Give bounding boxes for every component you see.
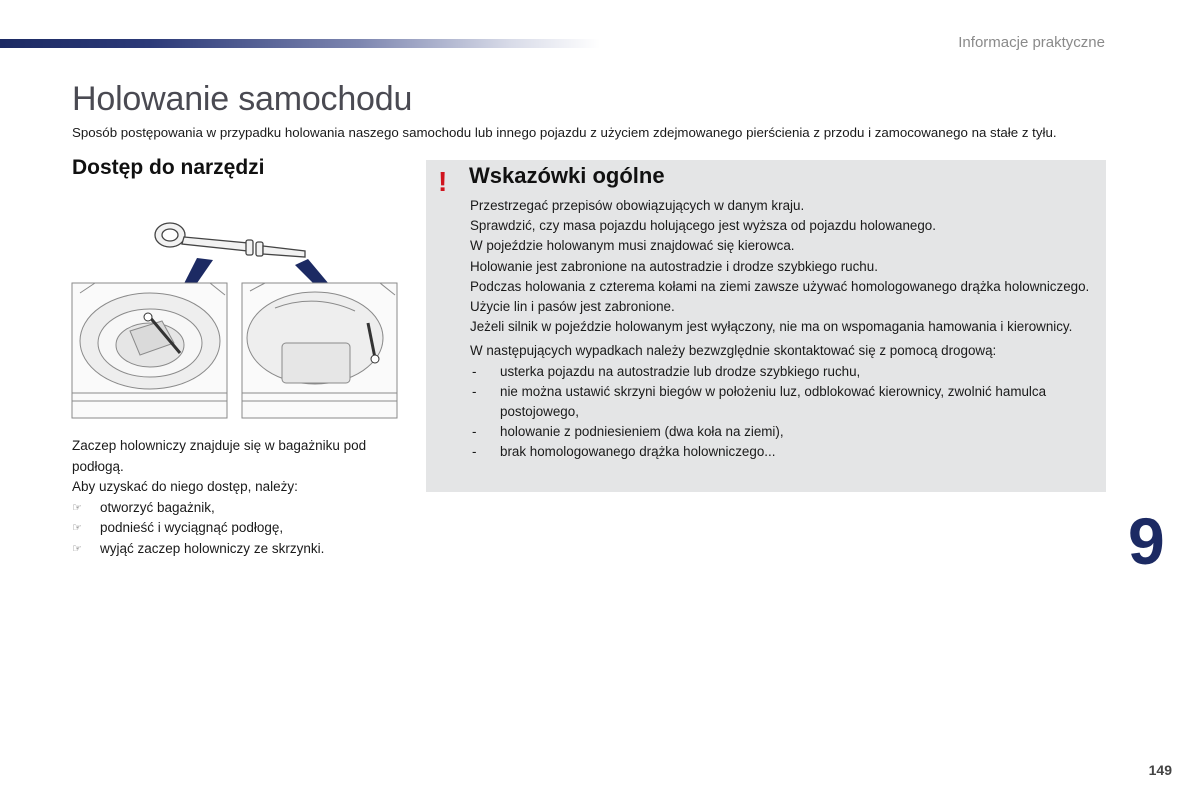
pointing-hand-icon: ☞ bbox=[72, 522, 82, 534]
list-item: - usterka pojazdu na autostradzie lub drodze szybkiego ruchu, bbox=[470, 362, 1095, 382]
guidelines-body bbox=[470, 196, 1095, 463]
list-item: - brak homologowanego drążka holowniczego... bbox=[470, 442, 1095, 462]
guideline-text: Przestrzegać przepisów obowiązujących w danym kraju. bbox=[470, 198, 805, 213]
tools-instructions bbox=[72, 436, 392, 559]
page-title: Holowanie samochodu bbox=[72, 80, 413, 118]
guidelines-list-intro: W następujących wypadkach należy bezwzględnie skontaktować się z pomocą drogową: bbox=[470, 343, 997, 359]
header-gradient-bar bbox=[0, 39, 600, 48]
trunk-left-panel bbox=[72, 283, 227, 418]
tools-line-location: Zaczep holowniczy znajduje się w bagażniku pod podłogą. bbox=[72, 438, 367, 474]
list-item: ☞ wyjąć zaczep holowniczy ze skrzynki. bbox=[72, 539, 392, 560]
exclamation-icon: ! bbox=[438, 166, 448, 197]
list-item: - holowanie z podniesieniem (dwa koła na ziemi), bbox=[470, 422, 1095, 442]
intro-text: Sposób postępowania w przypadku holowania naszego samochodu lub innego pojazdu z użyciem zdejmowanego pierścienia z przodu i zamocowanego na stałe z tyłu. bbox=[72, 125, 1057, 140]
guidelines-heading: Wskazówki ogólne bbox=[469, 163, 665, 188]
guideline-text: Jeżeli silnik w pojeździe holowanym jest wyłączony, nie ma on wspomagania hamowania i kierownicy. bbox=[470, 319, 1073, 335]
list-item: - nie można ustawić skrzyni biegów w położeniu luz, odblokować kierownicy, zwolnić hamulca postojowego, bbox=[472, 383, 1047, 420]
tools-heading: Dostęp do narzędzi bbox=[72, 156, 265, 179]
trunk-right-panel bbox=[242, 283, 397, 418]
guidelines-list bbox=[470, 362, 1095, 463]
list-item: ☞ podnieść i wyciągnąć podłogę, bbox=[72, 518, 392, 539]
section-label: Informacje praktyczne bbox=[958, 34, 1105, 51]
guideline-text: Sprawdzić, czy masa pojazdu holującego jest wyższa od pojazdu holowanego. bbox=[470, 218, 936, 234]
pointing-hand-icon: ☞ bbox=[72, 501, 82, 514]
page-number: 149 bbox=[1148, 762, 1172, 778]
pointing-hand-icon: ☞ bbox=[72, 542, 82, 555]
guideline-text: Podczas holowania z czterema kołami na ziemi zawsze używać homologowanego drążka holowniczego. Użycie lin i pasów jest zabronione. bbox=[470, 278, 1090, 315]
guideline-text: Holowanie jest zabronione na autostradzie i drodze szybkiego ruchu. bbox=[470, 258, 878, 274]
general-guidelines-box bbox=[426, 160, 1106, 492]
dash-bullet: - bbox=[472, 383, 477, 399]
list-item: ☞ otworzyć bagażnik, bbox=[72, 498, 392, 519]
towing-eye-tool bbox=[155, 223, 305, 257]
tools-steps-list bbox=[72, 498, 392, 560]
guideline-text: W pojeździe holowanym musi znajdować się kierowca. bbox=[470, 238, 795, 254]
tools-line-access: Aby uzyskać do niego dostęp, należy: bbox=[72, 479, 298, 494]
dash-bullet: - bbox=[472, 363, 477, 379]
trunk-towing-eye-illustration bbox=[70, 213, 400, 428]
dash-bullet: - bbox=[472, 444, 477, 460]
chapter-number: 9 bbox=[1128, 504, 1165, 578]
dash-bullet: - bbox=[472, 424, 477, 440]
